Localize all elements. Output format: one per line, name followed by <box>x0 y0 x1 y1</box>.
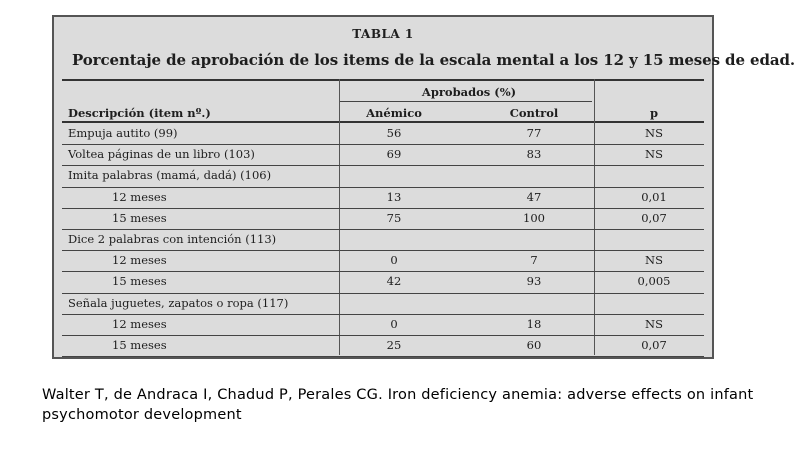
row-description: 15 meses <box>112 338 167 352</box>
cell-control: 83 <box>526 147 542 162</box>
row-rule <box>62 271 704 272</box>
cell-anemico: 69 <box>386 147 402 162</box>
cell-p: NS <box>645 316 663 331</box>
row-rule <box>62 250 704 251</box>
row-description: Voltea páginas de un libro (103) <box>68 147 255 162</box>
cell-anemico: 0 <box>390 253 398 268</box>
cell-control: 100 <box>523 210 545 225</box>
row-description: Imita palabras (mamá, dadá) (106) <box>68 168 272 183</box>
row-description: 12 meses <box>112 189 167 204</box>
row-rule <box>62 229 704 230</box>
cell-p: NS <box>645 253 663 268</box>
cell-control: 93 <box>526 274 542 289</box>
cell-control: 47 <box>526 189 542 204</box>
citation-caption: Walter T, de Andraca I, Chadud P, Perales CG. Iron deficiency anemia: adverse effects on infant psychomotor development <box>42 387 754 423</box>
row-description: 15 meses <box>112 210 167 225</box>
row-description: 15 meses <box>112 274 167 289</box>
cell-p: NS <box>645 126 663 140</box>
column-header-anemico: Anémico <box>366 106 422 120</box>
table-subtitle: Porcentaje de aprobación de los items de la escala mental a los 12 y 15 meses de edad. <box>72 51 795 69</box>
cell-p: 0,005 <box>637 274 671 289</box>
row-rule <box>62 356 704 357</box>
row-rule <box>62 208 704 209</box>
group-header: Aprobados (%) <box>421 85 517 99</box>
row-rule <box>62 335 704 336</box>
row-rule <box>62 187 704 188</box>
cell-control: 77 <box>526 126 542 140</box>
row-rule <box>62 314 704 315</box>
cell-anemico: 75 <box>386 210 402 225</box>
row-description: 12 meses <box>112 253 167 268</box>
header-top-rule <box>62 79 704 81</box>
column-header-descripcion: Descripción (item nº.) <box>68 106 211 120</box>
cell-anemico: 13 <box>386 189 402 204</box>
cell-anemico: 0 <box>390 316 398 331</box>
cell-control: 60 <box>526 338 542 352</box>
cell-anemico: 56 <box>386 126 402 140</box>
row-description: Señala juguetes, zapatos o ropa (117) <box>68 295 289 310</box>
cell-control: 7 <box>530 253 538 268</box>
table-title: TABLA 1 <box>352 27 414 41</box>
column-header-p: p <box>649 106 659 120</box>
row-description: 12 meses <box>112 316 167 331</box>
cell-anemico: 25 <box>386 338 402 352</box>
row-rule <box>62 144 704 145</box>
row-rule <box>62 165 704 166</box>
cell-control: 18 <box>526 316 542 331</box>
row-description: Dice 2 palabras con intención (113) <box>68 232 277 246</box>
group-rule <box>339 101 592 102</box>
column-header-control: Control <box>509 106 559 120</box>
cell-p: 0,01 <box>641 189 667 204</box>
cell-p: NS <box>645 147 663 162</box>
row-description: Empuja autito (99) <box>68 126 178 140</box>
cell-anemico: 42 <box>386 274 402 289</box>
cell-p: 0,07 <box>641 338 667 352</box>
header-bottom-rule <box>62 121 704 123</box>
row-rule <box>62 293 704 294</box>
table-scan <box>52 15 795 359</box>
cell-p: 0,07 <box>641 210 667 225</box>
